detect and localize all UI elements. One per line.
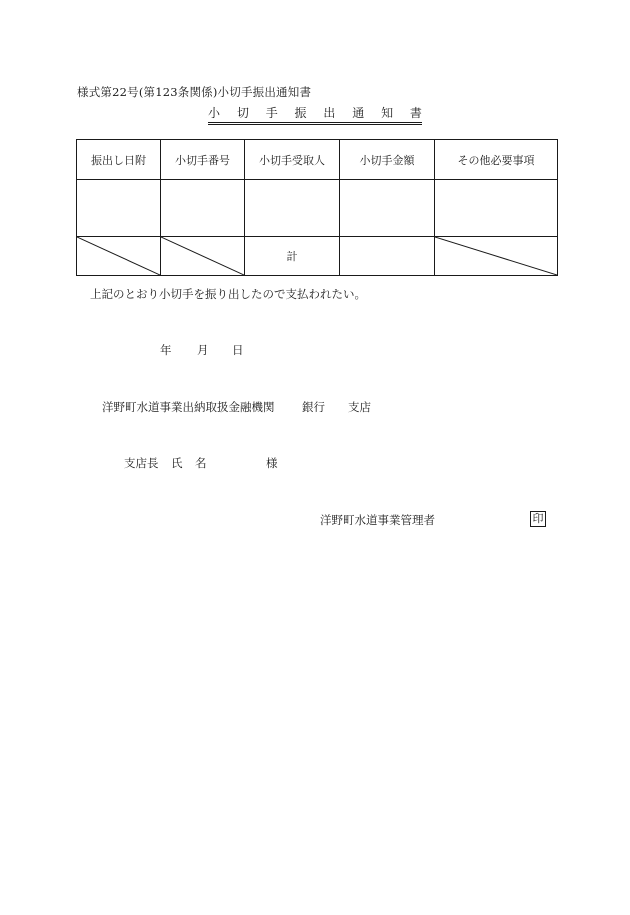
month-label: 月 [197, 343, 209, 357]
form-number-label: 様式第22号(第123条関係)小切手振出通知書 [77, 85, 312, 99]
cell-payee[interactable] [245, 180, 340, 237]
table-header-row [77, 140, 558, 180]
title-char: 小 [208, 106, 221, 120]
seal-mark: 印 [530, 511, 546, 527]
branch-manager-title: 支店長 [124, 456, 159, 470]
year-label: 年 [160, 343, 172, 357]
payment-statement: 上記のとおり小切手を振り出したので支払われたい。 [90, 287, 366, 301]
diagonal-line-icon [161, 237, 244, 275]
column-header-other-notes: その他必要事項 [435, 140, 558, 180]
branch-label: 支店 [348, 400, 371, 414]
honorific-label: 様 [266, 456, 278, 470]
diagonal-line-icon [435, 237, 557, 275]
water-manager-label: 洋野町水道事業管理者 [320, 513, 435, 527]
cell-check-number[interactable] [161, 180, 245, 237]
day-label: 日 [232, 343, 244, 357]
cell-issue-date[interactable] [77, 180, 161, 237]
cell-other-notes[interactable] [435, 180, 558, 237]
bank-label: 銀行 [302, 400, 325, 414]
name-label-part2: 名 [195, 456, 207, 470]
title-char: 切 [236, 106, 249, 120]
title-char: 出 [323, 106, 336, 120]
name-label-part1: 氏 [171, 456, 183, 470]
title-char: 書 [409, 106, 422, 120]
crossed-out-cell [77, 237, 161, 276]
total-label: 計 [245, 237, 340, 276]
column-header-amount: 小切手金額 [340, 140, 435, 180]
title-char: 手 [265, 106, 278, 120]
column-header-check-number: 小切手番号 [161, 140, 245, 180]
financial-institution-label: 洋野町水道事業出納取扱金融機関 [102, 400, 275, 414]
table-row [77, 180, 558, 237]
title-char: 知 [381, 106, 394, 120]
title-char: 通 [352, 106, 365, 120]
title-char: 振 [294, 106, 307, 120]
cell-total-amount[interactable] [340, 237, 435, 276]
check-table [76, 139, 558, 276]
diagonal-line-icon [77, 237, 160, 275]
table-total-row [77, 237, 558, 276]
crossed-out-cell [435, 237, 558, 276]
column-header-issue-date: 振出し日附 [77, 140, 161, 180]
cell-amount[interactable] [340, 180, 435, 237]
crossed-out-cell [161, 237, 245, 276]
document-title [208, 104, 422, 125]
column-header-payee: 小切手受取人 [245, 140, 340, 180]
